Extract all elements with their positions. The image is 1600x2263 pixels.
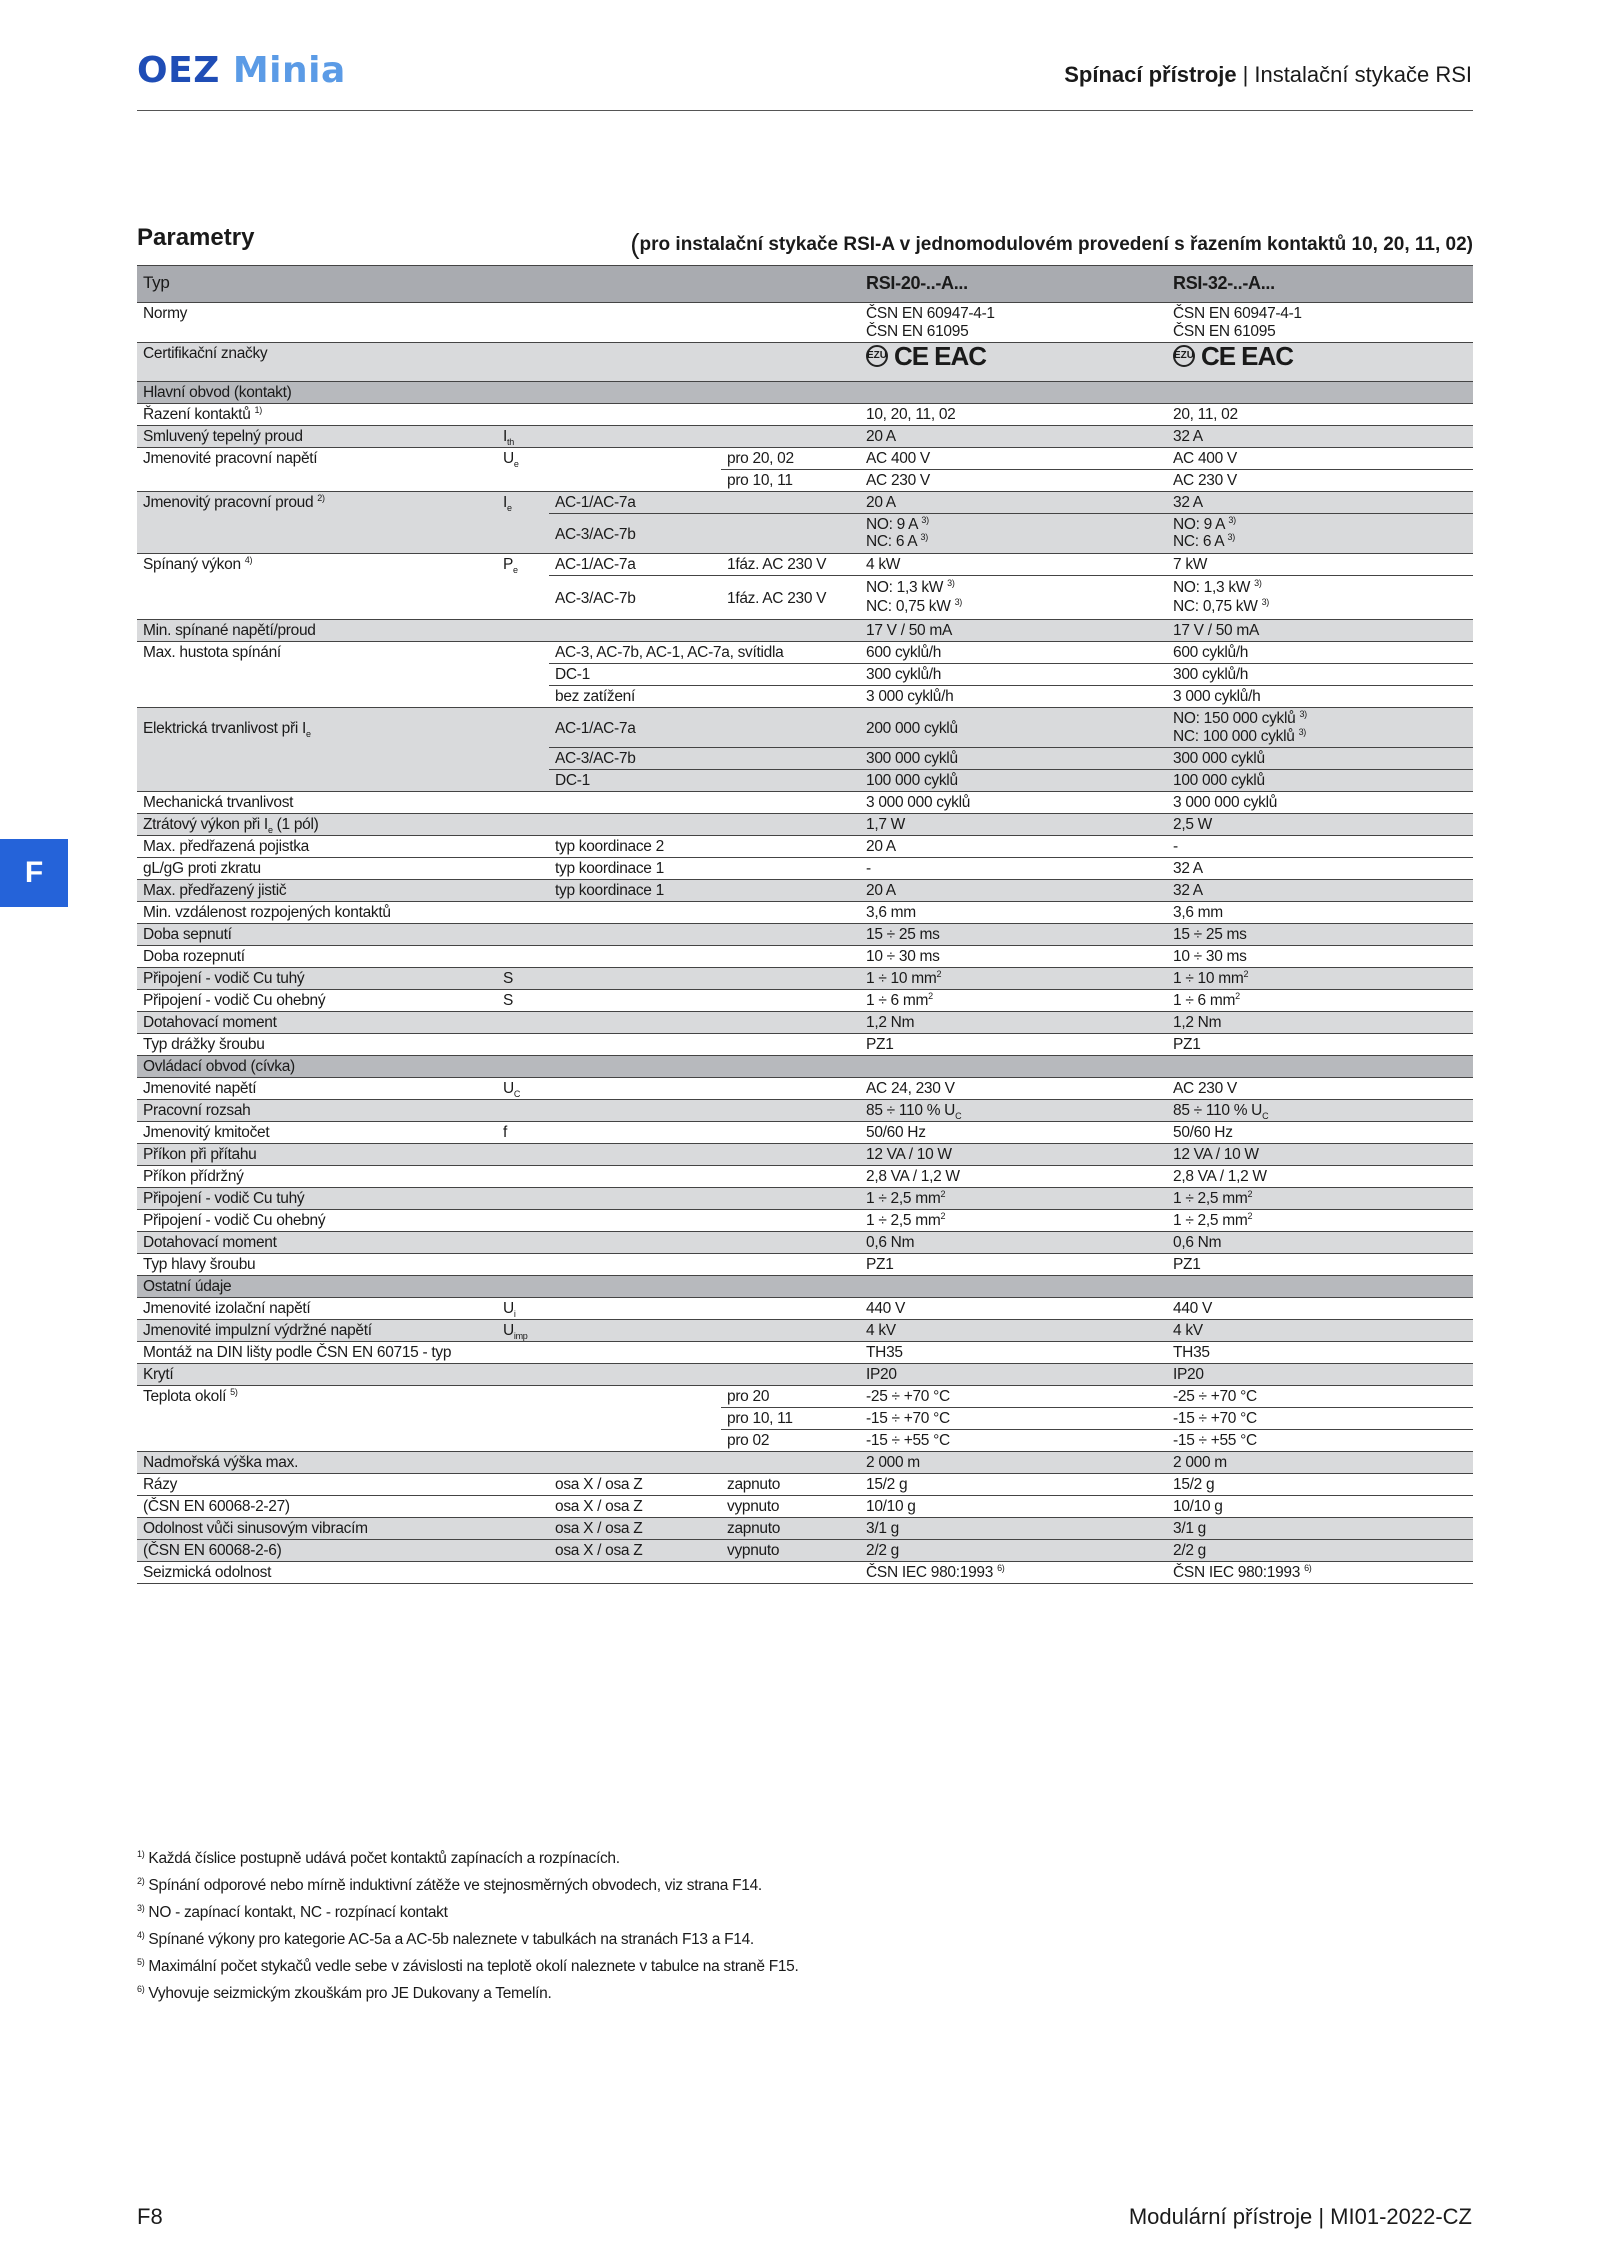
table-row: Min. spínané napětí/proud 17 V / 50 mA 17 V / 50 mA — [137, 620, 1473, 642]
table-row: gL/gG proti zkratu typ koordinace 1 - 32 A — [137, 858, 1473, 880]
section-regular: Instalační stykače RSI — [1254, 62, 1472, 87]
table-row: Připojení - vodič Cu tuhý 1 ÷ 2,5 $mm^2$ 1 ÷ 2,5 $mm^2$ — [137, 1188, 1473, 1210]
header-rule — [137, 110, 1473, 111]
table-row: Jmenovitý kmitočet f 50/60 Hz 50/60 Hz — [137, 1122, 1473, 1144]
table-row: AC-3/AC-7b 1fáz. AC 230 V NO: 1,3 kW $^{3)}$ NC: 0,75 kW $^{3)}$ NO: 1,3 kW $^{3)}$ NC: 0,75 kW $^{3)}$ — [137, 576, 1473, 620]
section-subtitle — [630, 228, 1473, 260]
table-row: Certifikační značky EZU CE EAC EZU CE EAC — [137, 343, 1473, 382]
table-row: Jmenovité pracovní napětí $U_e$ pro 20, 02 AC 400 V AC 400 V — [137, 448, 1473, 470]
col-rsi20: RSI-20-..-A... — [860, 266, 1167, 303]
table-row: Typ hlavy šroubu PZ1 PZ1 — [137, 1254, 1473, 1276]
brand-secondary: Minia — [232, 50, 346, 91]
table-row: Řazení kontaktů $^{1)}$ 10, 20, 11, 02 20, 11, 02 — [137, 404, 1473, 426]
table-row: DC-1 100 000 cyklů 100 000 cyklů — [137, 770, 1473, 792]
table-row: Elektrická trvanlivost při $I_e$ AC-1/AC-7a 200 000 cyklů NO: 150 000 cyklů $^{3)}$ NC: 100 000 cyklů $^{3)}$ — [137, 708, 1473, 748]
ezu-mark-icon: EZU — [866, 345, 888, 367]
subtitle-text: pro instalační stykače RSI-A v jednomodulovém provedení s řazením kontaktů 10, 20, 11, 02) — [639, 234, 1473, 255]
table-row: Max. předřazená pojistka typ koordinace 2 20 A - — [137, 836, 1473, 858]
table-row: Dotahovací moment 0,6 Nm 0,6 Nm — [137, 1232, 1473, 1254]
table-row: Doba rozepnutí 10 ÷ 30 ms 10 ÷ 30 ms — [137, 946, 1473, 968]
certification-marks — [1173, 342, 1294, 371]
footnote: $^{3)}$ NO - zapínací kontakt, NC - rozpínací kontakt — [137, 1902, 448, 1921]
table-row: Jmenovitý pracovní proud $^{2)}$ $I_e$ AC-1/AC-7a 20 A 32 A — [137, 492, 1473, 514]
table-row: bez zatížení 3 000 cyklů/h 3 000 cyklů/h — [137, 686, 1473, 708]
table-row: AC-3/AC-7b NO: 9 A $^{3)}$ NC: 6 A $^{3)}$ NO: 9 A $^{3)}$ NC: 6 A $^{3)}$ — [137, 514, 1473, 554]
footnote: $^{1)}$ Každá číslice postupně udává počet kontaktů zapínacích a rozpínacích. — [137, 1848, 620, 1867]
parameters-table — [137, 265, 1473, 1584]
table-row: pro 10, 11 -15 ÷ +70 °C -15 ÷ +70 °C — [137, 1408, 1473, 1430]
table-row: Max. předřazený jistič typ koordinace 1 20 A 32 A — [137, 880, 1473, 902]
col-type-label: Typ — [137, 266, 860, 303]
page-header-section — [1064, 62, 1472, 88]
table-row: DC-1 300 cyklů/h 300 cyklů/h — [137, 664, 1473, 686]
brand-primary: OEZ — [137, 50, 220, 91]
table-row: Připojení - vodič Cu tuhý S 1 ÷ 10 $mm^2$ 1 ÷ 10 $mm^2$ — [137, 968, 1473, 990]
table-row: Jmenovité impulzní výdržné napětí $U_{imp}$ 4 kV 4 kV — [137, 1320, 1473, 1342]
footnote: $^{6)}$ Vyhovuje seizmickým zkouškám pro JE Dukovany a Temelín. — [137, 1983, 552, 2002]
col-rsi32: RSI-32-..-A... — [1167, 266, 1473, 303]
section-bold: Spínací přístroje — [1064, 62, 1237, 87]
eac-mark-icon: EAC — [934, 342, 987, 371]
table-row: Typ drážky šroubu PZ1 PZ1 — [137, 1034, 1473, 1056]
subtitle-paren: ( — [630, 228, 640, 259]
table-row: Mechanická trvanlivost 3 000 000 cyklů 3 000 000 cyklů — [137, 792, 1473, 814]
section-title: Parametry — [137, 224, 255, 251]
table-row: Nadmořská výška max. 2 000 m 2 000 m — [137, 1452, 1473, 1474]
footnote: $^{4)}$ Spínané výkony pro kategorie AC-5a a AC-5b naleznete v tabulkách na stranách F13 a F14. — [137, 1929, 754, 1948]
chapter-tab: F — [0, 839, 68, 907]
table-row: Rázy osa X / osa Z zapnuto 15/2 g 15/2 g — [137, 1474, 1473, 1496]
page-number: F8 — [137, 2204, 163, 2229]
certification-marks — [866, 342, 987, 371]
table-row: Max. hustota spínání AC-3, AC-7b, AC-1, AC-7a, svítidla 600 cyklů/h 600 cyklů/h — [137, 642, 1473, 664]
table-row: Příkon přídržný 2,8 VA / 1,2 W 2,8 VA / 1,2 W — [137, 1166, 1473, 1188]
publication-id: Modulární přístroje | MI01-2022-CZ — [1128, 2204, 1472, 2229]
table-row: Krytí IP20 IP20 — [137, 1364, 1473, 1386]
eac-mark-icon: EAC — [1241, 342, 1294, 371]
footnote: $^{2)}$ Spínání odporové nebo mírně induktivní zátěže ve stejnosměrných obvodech, viz strana F14. — [137, 1875, 762, 1894]
ce-mark-icon: CE — [894, 342, 929, 371]
footnote: $^{5)}$ Maximální počet stykačů vedle sebe v závislosti na teplotě okolí naleznete v tabulce na straně F15. — [137, 1956, 799, 1975]
table-row: Montáž na DIN lišty podle ČSN EN 60715 - typ TH35 TH35 — [137, 1342, 1473, 1364]
table-row: AC-3/AC-7b 300 000 cyklů 300 000 cyklů — [137, 748, 1473, 770]
table-row: Doba sepnutí 15 ÷ 25 ms 15 ÷ 25 ms — [137, 924, 1473, 946]
section-row-main-circuit: Hlavní obvod (kontakt) — [137, 382, 1473, 404]
table-row: Dotahovací moment 1,2 Nm 1,2 Nm — [137, 1012, 1473, 1034]
footnotes — [137, 1845, 799, 2007]
table-row: Ztrátový výkon při $I_e$ (1 pól) 1,7 W 2,5 W — [137, 814, 1473, 836]
table-row: Min. vzdálenost rozpojených kontaktů 3,6 mm 3,6 mm — [137, 902, 1473, 924]
ezu-mark-icon: EZU — [1173, 345, 1195, 367]
table-row: Seizmická odolnost ČSN IEC 980:1993 $^{6)}$ ČSN IEC 980:1993 $^{6)}$ — [137, 1562, 1473, 1584]
table-row: pro 02 -15 ÷ +55 °C -15 ÷ +55 °C — [137, 1430, 1473, 1452]
section-row-control-circuit: Ovládací obvod (cívka) — [137, 1056, 1473, 1078]
brand-logo — [137, 50, 346, 91]
table-row: Spínaný výkon $^{4)}$ $P_e$ AC-1/AC-7a 1fáz. AC 230 V 4 kW 7 kW — [137, 554, 1473, 576]
table-row: Jmenovité napětí $U_C$ AC 24, 230 V AC 230 V — [137, 1078, 1473, 1100]
ce-mark-icon: CE — [1201, 342, 1236, 371]
table-row: Odolnost vůči sinusovým vibracím osa X / osa Z zapnuto 3/1 g 3/1 g — [137, 1518, 1473, 1540]
table-row: Jmenovité izolační napětí $U_i$ 440 V 440 V — [137, 1298, 1473, 1320]
table-row: Normy ČSN EN 60947-4-1 ČSN EN 61095 ČSN EN 60947-4-1 ČSN EN 61095 — [137, 303, 1473, 343]
table-row: (ČSN EN 60068-2-6) osa X / osa Z vypnuto 2/2 g 2/2 g — [137, 1540, 1473, 1562]
table-row: Pracovní rozsah 85 ÷ 110 % $U_C$ 85 ÷ 110 % $U_C$ — [137, 1100, 1473, 1122]
section-separator: | — [1242, 62, 1249, 87]
table-row: Připojení - vodič Cu ohebný S 1 ÷ 6 $mm^2$ 1 ÷ 6 $mm^2$ — [137, 990, 1473, 1012]
table-row: Příkon při přítahu 12 VA / 10 W 12 VA / 10 W — [137, 1144, 1473, 1166]
table-row: Připojení - vodič Cu ohebný 1 ÷ 2,5 $mm^2$ 1 ÷ 2,5 $mm^2$ — [137, 1210, 1473, 1232]
section-row-other: Ostatní údaje — [137, 1276, 1473, 1298]
table-header-row — [137, 266, 1473, 303]
table-row: pro 10, 11 AC 230 V AC 230 V — [137, 470, 1473, 492]
table-row: Smluvený tepelný proud $I_{th}$ 20 A 32 A — [137, 426, 1473, 448]
table-row: (ČSN EN 60068-2-27) osa X / osa Z vypnuto 10/10 g 10/10 g — [137, 1496, 1473, 1518]
table-row: Teplota okolí $^{5)}$ pro 20 -25 ÷ +70 °C -25 ÷ +70 °C — [137, 1386, 1473, 1408]
